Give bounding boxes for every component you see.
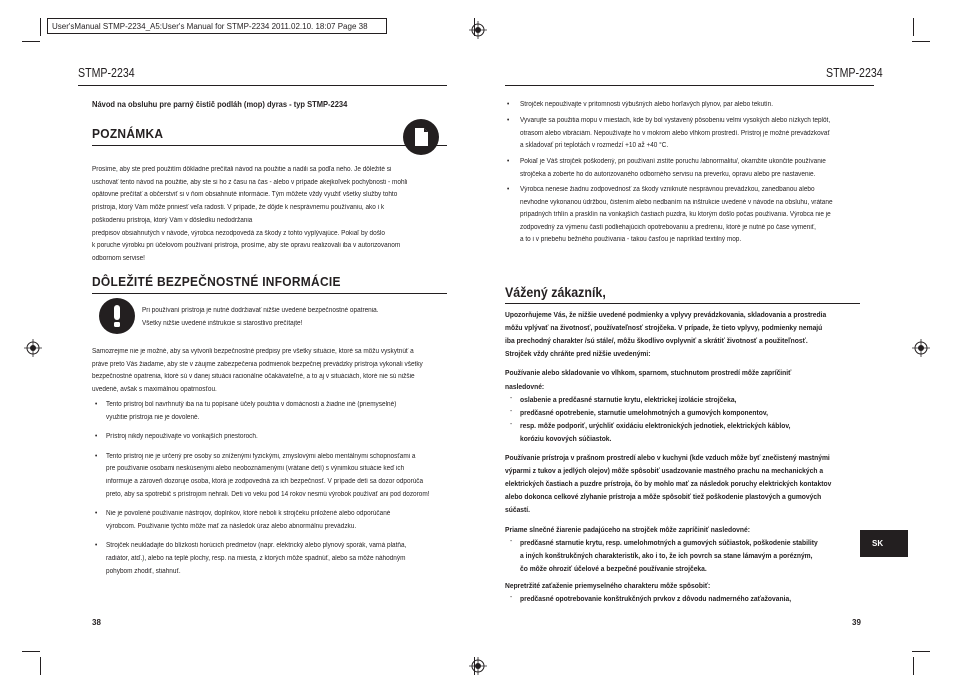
text-line: preto, aby sa spotrebič s prístrojom nehrali. Deti vo veku pod 14 rokov nesmú výrobok používať ani pod dozorom! [106,490,430,498]
bullet-marker: • [95,452,98,460]
crop-mark [913,657,914,675]
text-line: prístroja, ktorý Vám môže priniesť veľa radosti. V prípade, že dôjde k nesprávnemu používaniu, ako i k [92,204,385,212]
text-line: elektrických častiach a puzdre prístroja, čo by mohlo mať za následok poruchy elektrických kontaktov [505,479,832,489]
text-line: predčasné opotrebovanie konštrukčných prvkov z dôvodu nadmerného zaťažovania, [520,594,792,603]
crop-mark [912,41,930,42]
text-line: bezpečnostné opatrenia, ktoré sú v danej situácii racionálne očakávateľné, a to aj v situáciách, ktoré nie sú nižšie [92,373,415,381]
text-line: opätovne prečítať a občerstviť si v ňom obsiahnuté informácie. Tým môžete vždy využiť všetky služby tohto [92,191,398,199]
text-line: predčasné opotrebenie, starnutie umelohmotných a gumových komponentov, [520,407,768,417]
text-line: poškodeniu prístroja, ktorý Vám v dôsledku nedodržania [92,216,253,224]
text-line: Používanie alebo skladovanie vo vlhkom, sparnom, stuchnutom prostredí môže zapríčiniť [505,368,792,378]
bullet-marker: • [95,401,98,408]
right-model-header: STMP-2234 [826,66,883,80]
text-line: Upozorňujeme Vás, že nižšie uvedené podmienky a vplyvy prevádzkovania, skladovania a prostredia [505,310,827,319]
crop-mark [22,41,40,42]
bullet-marker: • [507,117,510,124]
text-line: pohybom zhodiť, stiahnuť. [106,567,181,575]
crop-mark [40,657,41,675]
text-line: uschovať tento návod na použitie, aby ste si ho z času na čas - alebo v prípade akejkoľvek pochybnosti - mohli [92,178,408,186]
text-line: a iných konštrukčných charakteristík, ako i to, že ich povrch sa stane lámavým a porézným, [520,550,813,560]
text-line: predčasné starnutie krytu, resp. umelohmotných a gumových súčiastok, poškodenie stability [520,537,818,547]
text-line: súčastí. [505,505,531,515]
text-line: Všetky nižšie uvedené inštrukcie si starostlivo prečítajte! [142,319,303,327]
crop-mark [40,18,41,36]
text-line: koróziu kovových súčiastok. [520,433,612,443]
text-line: Nie je povolené používanie nástrojov, doplnkov, ktoré neboli k strojčeku priložené alebo odporúčané [106,510,391,518]
bullet-marker: • [507,158,510,165]
text-line: Tento prístroj bol navrhnutý iba na tu popísané účely použitia v domácnosti a žiadne iné (priemyselné) [106,401,397,408]
text-line: informuje a zároveň dozoruje osoba, ktorá je zodpovedná za ich bezpečnosť. V prípade detí sa dozor odporúča [106,478,424,485]
text-line: oslabenie a predčasné starnutie krytu, elektrickej izolácie strojčeka, [520,394,737,404]
text-line: Vyvarujte sa použitia mopu v miestach, kde by bol vystavený pôsobeniu velmi vysokých alebo nízkych teplôt, [520,117,831,124]
page-number-right: 39 [852,618,861,627]
text-line: nasledovné: [505,381,545,391]
text-line: predpisov obsiahnutých v návode, výrobca nezodpovedá za škody z tohto vyplývajúce. Pokiaľ by došlo [92,229,385,237]
manual-subtitle: Návod na obsluhu pre parný čistič podláh (mop) dyras - typ STMP-2234 [92,100,348,109]
text-line: výparmi z tukov a jedlých olejov) môže spôsobiť usadzovanie mastného prachu na mechanických a [505,466,824,476]
text-line: Pri používaní prístroja je nutné dodržiavať nižšie uvedené bezpečnostné opatrenia. [142,307,379,314]
text-line: iba prechodný charakter /sú stále/, môžu škodlivo ovplyvniť a skrátiť životnosť a použiteľnosť. [505,336,808,346]
text-line: otrasom alebo vibráciám. Nepoužívajte ho v mokrom alebo vlhkom prostredí. Prístroj je možné prevádzkovať [520,129,830,137]
text-line: Pokiaľ je Váš strojček poškodený, pri používaní zistíte poruchu /abnormalitu/, okamžite ukončite používanie [520,158,826,165]
text-line: Prístroj nikdy nepoužívajte vo vonkajších priestoroch. [106,433,258,441]
dear-customer-heading: Vážený zákazník, [505,285,606,300]
text-line: Strojček vždy chráňte pred nižšie uvedenými: [505,349,651,359]
bullet-marker: - [510,594,513,601]
bullet-marker: • [95,542,98,550]
safety-heading: DÔLEŽITÉ BEZPEČNOSTNÉ INFORMÁCIE [92,274,341,289]
text-line: uvedené, avšak s maximálnou opatrnosťou. [92,385,217,393]
bullet-marker: - [510,407,513,415]
text-line: strojčeka a zoberte ho do autorizovaného odborného servisu na preverku, opravu alebo pre nastavenie. [520,170,816,178]
text-line: a skladovať pri teplotách v rozmedzí +10 až +40 °C. [520,142,669,150]
text-line: Nepretržité zaťaženie priemyselného charakteru môže spôsobiť: [505,580,711,590]
text-line: Priame slnečné žiarenie padajúceho na strojček môže zapríčiniť nasledovné: [505,524,750,534]
text-line: k poruche výrobku pri účelovom používaní prístroja, prosíme, aby ste opravu realizovali iba v autorizovanom [92,242,401,250]
text-line: využitie prístroja nie je dovolené. [106,413,200,421]
text-line: Používanie prístroja v prašnom prostredí alebo v kuchyni (kde vzduch môže byť znečistený mastnými [505,453,830,462]
note-document-icon [403,119,439,155]
crop-mark [22,651,40,652]
note-heading-rule [92,145,447,146]
registration-mark-icon [469,21,487,39]
language-tab-sk: SK [860,530,908,557]
text-line: práve preto Vás žiadame, aby ste v záujme zabezpečenia podmienok bezpečnej prevádzky prístroja vykonali všetky [92,360,423,368]
text-line: alebo dokonca celkové zlyhanie prístroja a môže spôsobiť tiež poškodenie plastových a gumových [505,492,822,502]
crop-mark [913,18,914,36]
bullet-marker: - [510,394,513,402]
bullet-marker: - [510,537,513,545]
text-line: nevhodne vykonanou údržbou, čistením alebo nedbaním na inštrukcie uvedené v návode na obsluhu, vrátane [520,198,833,206]
note-heading: POZNÁMKA [92,126,164,141]
header-rule [505,85,874,86]
text-line: a to i v priebehu bežného používania - takou časťou je napríklad textilný mop. [520,236,742,244]
text-line: Strojček neukladajte do blízkosti horúcich predmetov (napr. elektrický alebo plynový sporák, varná platňa, [106,542,407,550]
bullet-marker: • [95,433,98,441]
registration-mark-icon [24,339,42,357]
text-line: Strojček nepoužívajte v prítomnosti výbušných alebo horľavých plynov, par alebo tekutín. [520,101,774,108]
dear-heading-rule [505,303,860,304]
text-line: prípadných trhlín a prasklín na vonkajších častiach puzdra, ku ktorým došlo počas používania. Výrobca nie je [520,211,831,219]
text-line: Výrobca nenesie žiadnu zodpovednosť za škody vzniknuté nesprávnou prevádzkou, zanedbanou alebo [520,186,815,193]
safety-heading-rule [92,293,447,294]
text-line: Prosíme, aby ste pred použitím dôkladne prečítali návod na použitie a riadili sa podľa neho. Je dôležité si [92,166,392,173]
registration-mark-icon [912,339,930,357]
text-line: radiátor, atď.), alebo na teplé plochy, resp. na miesta, z ktorých môže spadnúť, alebo sa môže náhodným [106,555,406,562]
page-number-left: 38 [92,618,101,627]
text-line: odbornom servise! [92,254,145,262]
print-slug: User'sManual STMP-2234_A5:User's Manual for STMP-2234 2011.02.10. 18:07 Page 38 [47,18,387,34]
header-rule [78,85,447,86]
bullet-marker: • [507,186,510,193]
left-model-header: STMP-2234 [78,66,135,80]
text-line: môžu vplývať na životnosť, používateľnosť strojčeka. V prípade, že tieto vplyvy, podmienky nemajú [505,323,823,333]
text-line: výrobcom. Používanie týchto môže mať za následok úraz alebo abnormálnu prevádzku. [106,522,357,530]
crop-mark [912,651,930,652]
bullet-marker: - [510,420,513,428]
text-line: resp. môže podporiť, urýchliť oxidáciu elektronických jednotiek, elektrických káblov, [520,420,791,430]
bullet-marker: • [95,510,98,518]
text-line: Samozrejme nie je možné, aby sa vytvorili bezpečnostné predpisy pre všetky situácie, ktoré sa môžu vyskytnúť a [92,348,414,355]
registration-mark-icon [469,657,487,675]
text-line: zodpovedný za výmenu častí podliehajúcich opotrebovaniu a predreniu, ktoré je nutné po čase vymeniť, [520,223,816,231]
text-line: Tento prístroj nie je určený pre osoby so zníženými fyzickými, zmyslovými alebo mentálnymi schopnosťami a [106,452,416,460]
bullet-marker: • [507,101,510,108]
text-line: čo môže ohroziť účelové a bezpečné používanie strojčeka. [520,563,707,573]
warning-exclamation-icon [99,298,135,334]
text-line: pre používanie osobami neskúsenými alebo neoboznámenými (vrátane detí) s výnimkou situácie keď ich [106,465,405,473]
